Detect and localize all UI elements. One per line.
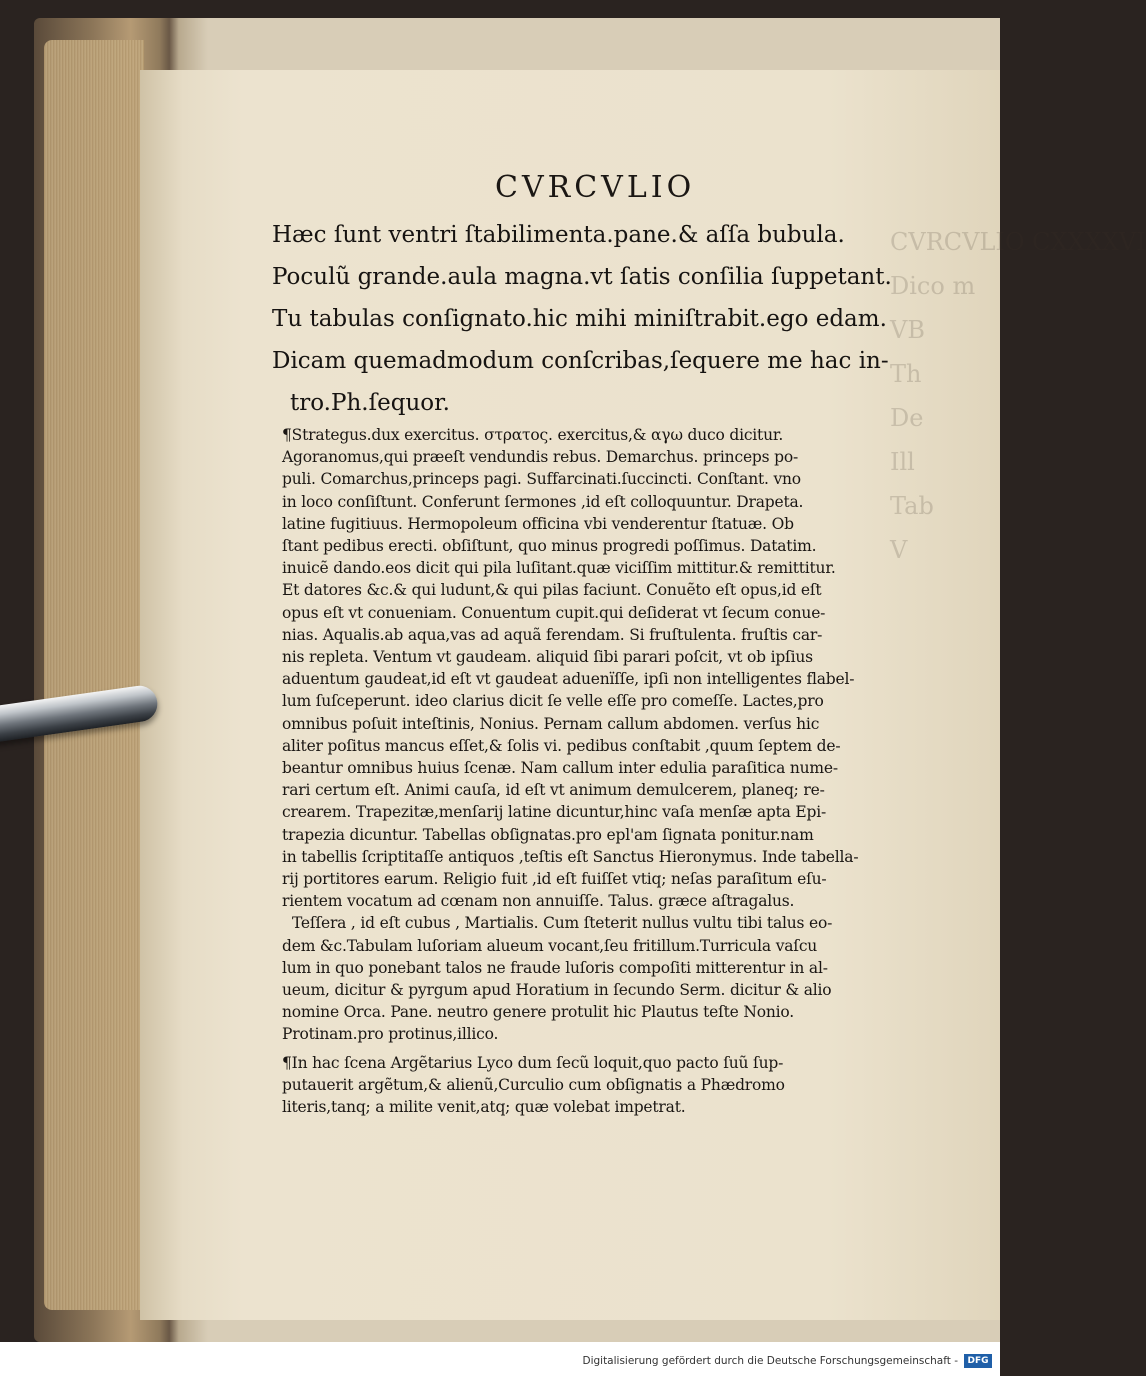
commentary-line: ueum, dicitur & pyrgum apud Horatium in ſecundo Serm. dicitur & alio: [282, 981, 832, 1000]
commentary-line: in loco conſiſtunt. Conferunt ſermones ,id eſt colloquuntur. Drapeta.: [282, 492, 804, 511]
commentary-line: inuicẽ dando.eos dicit qui pila luſitant.quæ viciſſim mittitur.& remittitur.: [282, 559, 836, 578]
commentary-line: rientem vocatum ad cœnam non annuiſſe. Talus. græce aſtragalus.: [282, 892, 795, 911]
verse-line: Tu tabulas conſignato.hic mihi miniſtrabit.ego edam.: [272, 306, 887, 332]
bleed-line: VB: [890, 316, 925, 344]
commentary-line: puli. Comarchus,princeps pagi. Suffarcinati.ſuccincti. Conſtant. vno: [282, 470, 801, 489]
page-header: CVRCVLIO: [495, 170, 696, 205]
commentary-line: trapezia dicuntur. Tabellas obſignatas.pro epl'am ſignata ponitur.nam: [282, 825, 814, 844]
commentary-line: putauerit argẽtum,& alienũ,Curculio cum obſignatis a Phædromo: [282, 1075, 785, 1094]
footer-credit: Digitalisierung gefördert durch die Deutsche Forschungsgemeinschaft -: [582, 1355, 958, 1367]
commentary-line: latine fugitiuus. Hermopoleum officina vbi venderentur ſtatuæ. Ob: [282, 514, 794, 533]
verse-block: [272, 214, 892, 424]
bleed-line: Tab: [890, 492, 934, 520]
commentary-line: aduentum gaudeat,id eſt vt gaudeat aduenïſſe, ipſi non intelligentes flabel-: [282, 670, 855, 689]
page-fore-edge: [44, 40, 144, 1310]
commentary-line: dem &c.Tabulam luſoriam alueum vocant,ſeu fritillum.Turricula vaſcu: [282, 936, 818, 955]
commentary-line: Agoranomus,qui præeſt vendundis rebus. Demarchus. princeps po-: [282, 448, 799, 467]
commentary-line: omnibus poſuit inteſtinis, Nonius. Pernam callum abdomen. verſus hic: [282, 714, 820, 733]
commentary-line: aliter poſitus mancus eſſet,& ſolis vi. pedibus conſtabit ,quum ſeptem de-: [282, 736, 841, 755]
commentary-line: lum in quo ponebant talos ne fraude luſoris compoſiti mitterentur in al-: [282, 958, 828, 977]
commentary-line: ¶Strategus.dux exercitus. στρατος. exercitus,& αγω duco dicitur.: [282, 426, 784, 444]
commentary-line: lum ſuſceperunt. ideo clarius dicit ſe velle eſſe pro comeſſe. Lactes,pro: [282, 692, 824, 711]
dfg-logo[interactable]: DFG: [964, 1354, 992, 1368]
verse-line: Hæc ſunt ventri ſtabilimenta.pane.& aſſa bubula.: [272, 222, 845, 248]
commentary-line: beantur omnibus huius ſcenæ. Nam callum inter edulia paraſitica nume-: [282, 759, 838, 778]
bleed-line: CVRCVLIO CXXXXVI: [890, 228, 1146, 256]
bleed-line: Ill: [890, 448, 915, 476]
commentary-line: literis,tanq; a milite venit,atq; quæ volebat impetrat.: [282, 1098, 686, 1117]
commentary-line: Teſſera , id eſt cubus , Martialis. Cum ſteterit nullus vultu tibi talus eo-: [292, 914, 833, 933]
verse-line: Dicam quemadmodum conſcribas,ſequere me hac in-: [272, 348, 889, 374]
footer-bar: [0, 1342, 1000, 1376]
commentary-line: ¶In hac ſcena Argẽtarius Lyco dum ſecũ loquit,quo pacto ſuũ ſup-: [282, 1053, 784, 1072]
commentary-line: crearem. Trapezitæ,menſarij latine dicuntur,hinc vaſa menſæ apta Epi-: [282, 803, 827, 822]
commentary-line: ſtant pedibus erecti. obſiſtunt, quo minus progredi poſſimus. Datatim.: [282, 537, 817, 556]
commentary-line: rij portitores earum. Religio fuit ,id eſt fuiſſet vtiq; neſas paraſitum eſu-: [282, 870, 827, 889]
verse-line: tro.Ph.ſequor.: [290, 390, 450, 416]
commentary-line: in tabellis ſcriptitaſſe antiquos ,teſtis eſt Sanctus Hieronymus. Inde tabella-: [282, 847, 859, 866]
bleed-line: V: [890, 536, 908, 564]
bleed-through-text: [890, 220, 1146, 580]
commentary-line: nomine Orca. Pane. neutro genere protulit hic Plautus teſte Nonio.: [282, 1003, 795, 1022]
commentary-line: nis repleta. Ventum vt gaudeam. aliquid ſibi parari poſcit, vt ob ipſius: [282, 648, 813, 667]
commentary-line: opus eſt vt conueniam. Conuentum cupit.qui deſiderat vt ſecum conue-: [282, 603, 826, 622]
bleed-line: Dico m: [890, 272, 976, 300]
commentary-line: rari certum eſt. Animi cauſa, id eſt vt animum demulcerem, planeq; re-: [282, 781, 825, 800]
bleed-line: Th: [890, 360, 922, 388]
commentary-line: nias. Aqualis.ab aqua,vas ad aquã ferendam. Si fruſtulenta. fruſtis car-: [282, 625, 823, 644]
commentary-line: Protinam.pro protinus,illico.: [282, 1025, 499, 1044]
verse-line: Poculũ grande.aula magna.vt ſatis conſilia ſuppetant.: [272, 264, 892, 290]
commentary-block: [282, 424, 882, 1118]
commentary-line: Et datores &c.& qui ludunt,& qui pilas faciunt. Conuẽto eſt opus,id eſt: [282, 581, 822, 600]
bleed-line: De: [890, 404, 924, 432]
